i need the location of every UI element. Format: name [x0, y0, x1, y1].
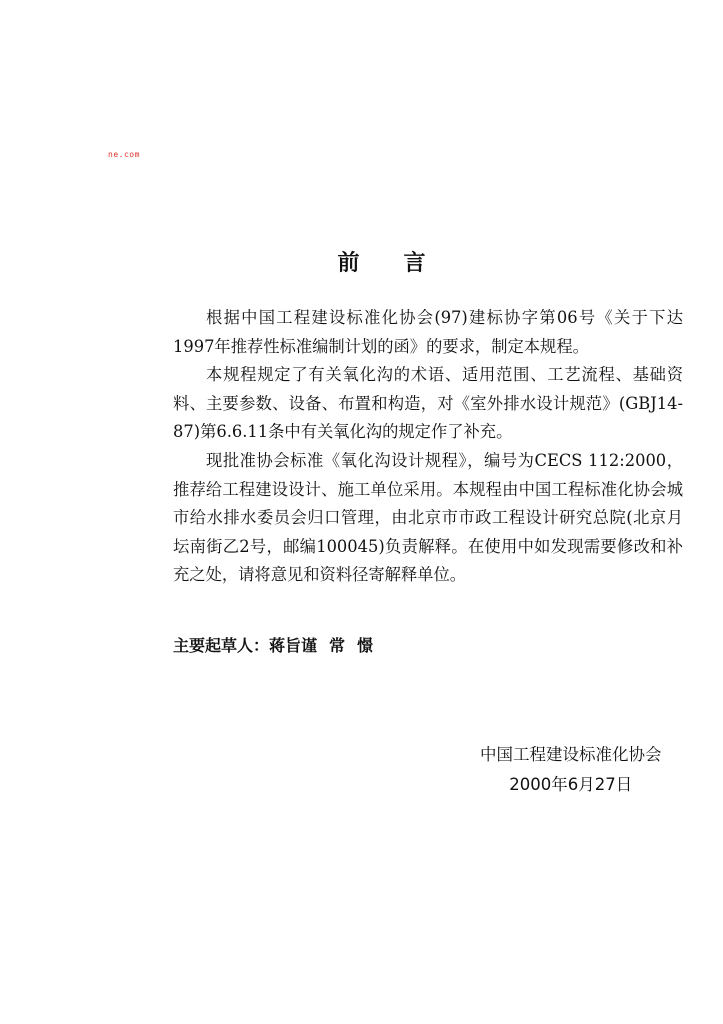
drafter-name-1: 蒋旨谨 — [269, 636, 318, 655]
organization-name: 中国工程建设标准化协会 — [480, 745, 662, 764]
paragraph-1: 根据中国工程建设标准化协会(97)建标协字第06号《关于下达1997年推荐性标准编制计划的函》的要求，制定本规程。 — [173, 308, 683, 356]
title-char-2: 言 — [403, 251, 426, 276]
paragraph-3: 现批准协会标准《氧化沟设计规程》，编号为CECS 112:2000，推荐给工程建设设计、施工单位采用。本规程由中国工程标准化协会城市给水排水委员会归口管理，由北京市市政工程设计研究总院(北京月坛南街乙2号，邮编100045)负责解释。在使用中如发现需要修改和补充之处，请将意见和资料径寄解释单位。 — [173, 450, 683, 585]
drafters-line — [173, 633, 385, 656]
page-title — [0, 246, 723, 277]
drafter-name-3: 憬 — [357, 636, 374, 655]
drafters-label: 主要起草人： — [173, 636, 270, 655]
paragraph-2: 本规程规定了有关氧化沟的术语、适用范围、工艺流程、基础资料、主要参数、设备、布置和构造，对《室外排水设计规范》(GBJ14-87)第6.6.11条中有关氧化沟的规定作了补充。 — [173, 365, 683, 442]
preface-body — [173, 304, 683, 590]
issue-date: 2000年6月27日 — [509, 775, 633, 794]
signature-block — [480, 740, 662, 800]
watermark-text: ne.com — [108, 150, 140, 159]
drafter-name-2: 常 — [329, 636, 346, 655]
title-char-1: 前 — [337, 251, 360, 276]
